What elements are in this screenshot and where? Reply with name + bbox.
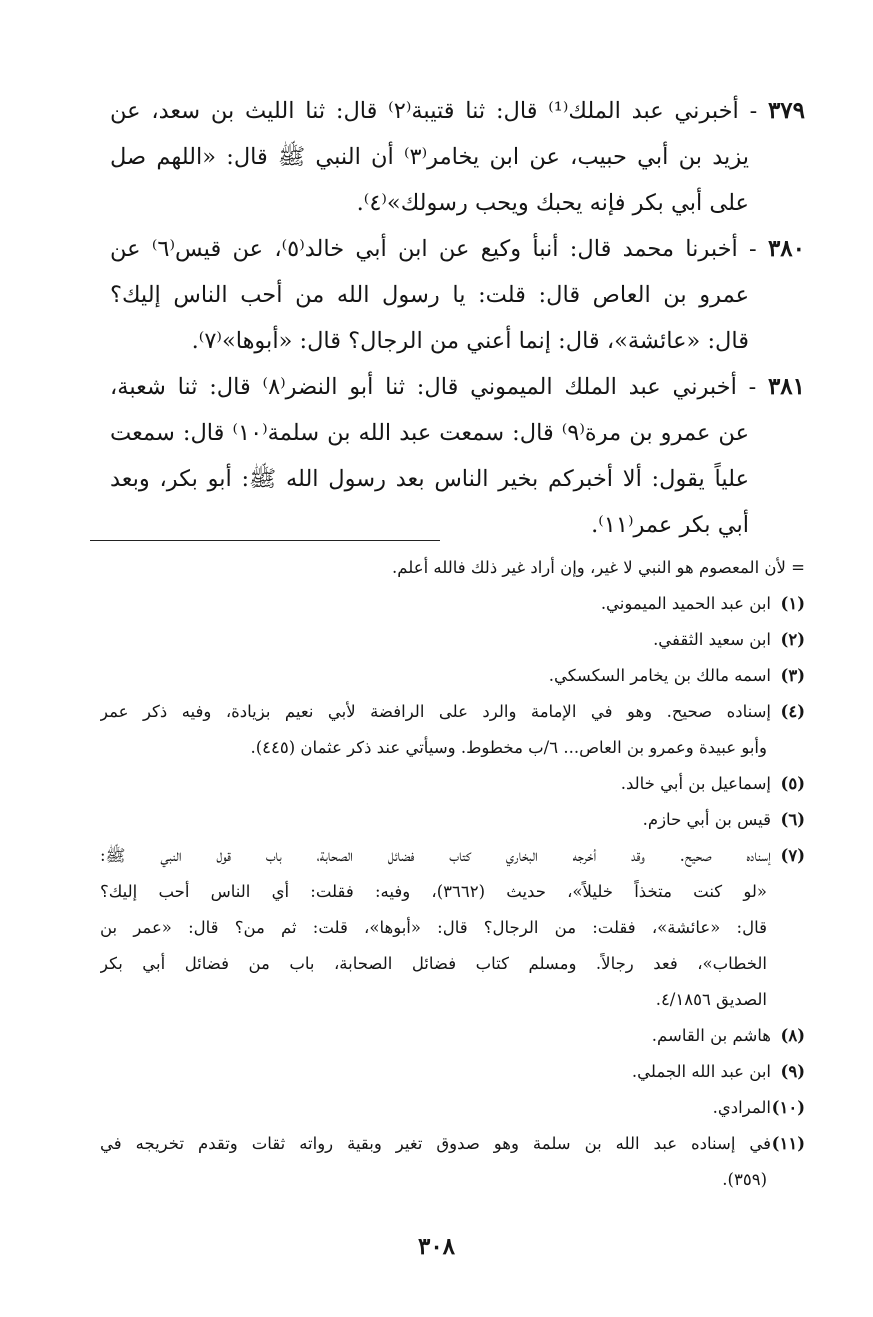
footnote-separator [90,540,440,541]
text-line: أبي بكر عمر⁽١١⁾. [591,512,749,538]
text-line: عن عمرو بن مرة⁽٩⁾ قال: سمعت عبد الله بن سلمة⁽١٠⁾ قال: سمعت [110,420,749,446]
footnote-4: (٤)إسناده صحيح. وهو في الإمامة والرد على الرافضة لأبي نعيم بزيادة، وفيه ذكر عمر [100,694,805,730]
footnote-3: (٣)اسمه مالك بن يخامر السكسكي. [100,658,805,694]
text-line: علياً يقول: ألا أخبركم بخير الناس بعد رسول الله ﷺ: أبو بكر، وبعد [110,466,749,492]
footnote-6: (٦)قيس بن أبي حازم. [100,802,805,838]
footnote-number: (٦) [780,810,805,829]
text-line: ٣٧٩ - أخبرني عبد الملك⁽¹⁾ قال: ثنا قتيبة⁽٢⁾ قال: ثنا الليث بن سعد، عن [110,97,805,124]
footnote-number: (٤) [780,702,805,721]
footnote-7-line: قال: «عائشة»، فقلت: من الرجال؟ قال: «أبوها»، قلت: ثم من؟ قال: «عمر بن [100,918,767,937]
text-line: ٣٨٠ - أخبرنا محمد قال: أنبأ وكيع عن ابن أبي خالد⁽٥⁾، عن قيس⁽٦⁾ عن [110,235,805,262]
hadith-380 [110,226,805,364]
footnote-8: (٨)هاشم بن القاسم. [100,1018,805,1054]
footnote-number: (٥) [780,774,805,793]
footnote-4-line: وأبو عبيدة وعمرو بن العاص... ٦/ب مخطوط. وسيأتي عند ذكر عثمان (٤٤٥). [250,738,767,757]
hadith-379 [110,88,805,226]
footnote-9: (٩)ابن عبد الله الجملي. [100,1054,805,1090]
footnote-5: (٥)إسماعيل بن أبي خالد. [100,766,805,802]
hadith-number: ٣٧٩ [767,97,805,124]
footnote-7-line: الصديق ٤/١٨٥٦. [655,990,767,1009]
footnote-number: (٩) [780,1062,805,1081]
footnotes [100,550,805,1198]
footnote-2: (٢)ابن سعيد الثقفي. [100,622,805,658]
footnote-7-line: «لو كنت متخذاً خليلاً»، حديث (٣٦٦٢)، وفيه: فقلت: أي الناس أحب إليك؟ [100,882,767,901]
footnote-number: (١١) [771,1134,805,1153]
text-line: ٣٨١ - أخبرني عبد الملك الميموني قال: ثنا أبو النضر⁽٨⁾ قال: ثنا شعبة، [110,373,805,400]
footnote-11-line: (٣٥٩). [722,1170,767,1189]
footnote-continuation: = لأن المعصوم هو النبي لا غير، وإن أراد غير ذلك فالله أعلم. [392,558,805,577]
footnote-10: (١٠)المرادي. [100,1090,805,1126]
text-line: يزيد بن أبي حبيب، عن ابن يخامر⁽٣⁾ أن النبي ﷺ قال: «اللهم صل [110,144,749,170]
hadith-381 [110,364,805,548]
footnote-number: (١) [780,594,805,613]
footnote-number: (٨) [780,1026,805,1045]
text-line: على أبي بكر فإنه يحبك ويحب رسولك»⁽٤⁾. [356,190,749,216]
text-line: عمرو بن العاص قال: قلت: يا رسول الله من أحب الناس إليك؟ [110,282,749,308]
main-text [110,88,805,548]
footnote-number: (٣) [780,666,805,685]
footnote-7: (٧)إسناده صحيح. وقد أخرجه البخاري كتاب فضائل الصحابة، باب قول النبي ﷺ: [100,838,805,874]
footnote-7-line: الخطاب»، فعد رجالاً. ومسلم كتاب فضائل الصحابة، باب من فضائل أبي بكر [100,954,767,973]
text-line: قال: «عائشة»، قال: إنما أعني من الرجال؟ قال: «أبوها»⁽٧⁾. [191,328,749,354]
footnote-11: (١١)في إسناده عبد الله بن سلمة وهو صدوق تغير وبقية رواته ثقات وتقدم تخريجه في [100,1126,805,1162]
hadith-number: ٣٨٠ [767,235,805,262]
hadith-number: ٣٨١ [767,373,805,400]
page-number: ٣٠٨ [417,1233,456,1260]
footnote-1: (١)ابن عبد الحميد الميموني. [100,586,805,622]
footnote-number: (٢) [780,630,805,649]
footnote-number: (٧) [780,846,805,865]
footnote-number: (١٠) [771,1098,805,1117]
